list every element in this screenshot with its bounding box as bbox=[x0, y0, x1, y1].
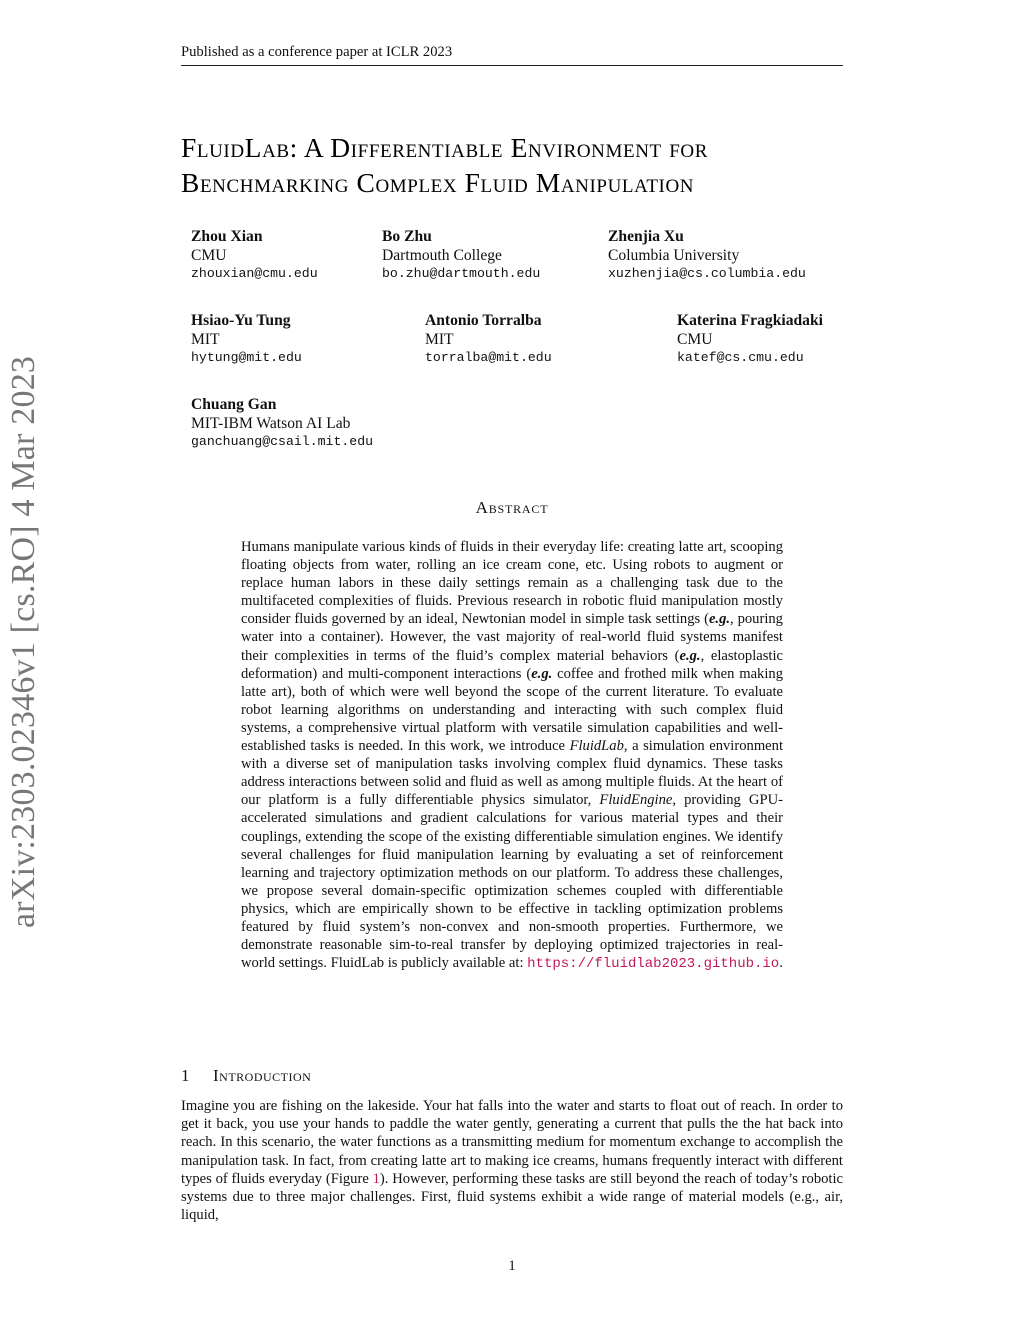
author-affiliation: MIT-IBM Watson AI Lab bbox=[191, 414, 351, 432]
abstract-text: . bbox=[779, 955, 783, 972]
author-affiliation: Columbia University bbox=[608, 246, 740, 264]
abstract-eg: e.g. bbox=[679, 647, 701, 664]
abstract-eg: e.g. bbox=[708, 611, 731, 628]
abstract-heading: Abstract bbox=[475, 498, 549, 517]
author-email[interactable]: katef@cs.cmu.edu bbox=[677, 350, 804, 365]
abstract-text: , providing GPU-accelerated simulations and gradient calculations for various material types and their couplings, extending the scope of the existing differentiable simulation engines. We identify several challenges for fluid manipulation learning by evaluating a set of reinforcement learning and trajectory optimization methods on our platform. To address these challenges, we propose several domain-specific optimization schemes coupled with differentiable physics, which are empirically shown to be effective in tackling optimization problems featured by fluid system’s non-convex and non-smooth properties. Furthermore, we demonstrate reasonable sim-to-real transfer by deploying optimized trajectories in real-world settings. FluidLab is publicly available at: bbox=[241, 792, 783, 972]
intro-body bbox=[181, 1097, 843, 1224]
author-name: Zhou Xian bbox=[191, 228, 263, 245]
figure-ref-link[interactable]: 1 bbox=[372, 1170, 380, 1187]
fluidlab-emph: FluidLab bbox=[569, 738, 624, 755]
abstract-text: , pouring water into a container). However, the vast majority of real-world fluid systems manifest their complexities in terms of the fluid’s complex material behaviors ( bbox=[241, 611, 783, 664]
author-block bbox=[191, 396, 373, 452]
abstract-text: coffee and frothed milk when making latte art), both of which were well beyond the scope of the current literature. To evaluate robot learning algorithms on understanding and interacting with such complex fluid systems, a comprehensive virtual platform with versatile simulation capabilities and well-established tasks is needed. In this work, we introduce bbox=[241, 665, 783, 755]
author-email[interactable]: hytung@mit.edu bbox=[191, 350, 302, 365]
abstract-text: , a simulation environment with a diverse set of manipulation tasks involving complex fluid dynamics. These tasks address interactions between solid and fluid as well as among multiple fluids. At the heart of our platform is a fully differentiable physics simulator, bbox=[241, 738, 783, 809]
section-number: 1 bbox=[181, 1066, 190, 1085]
author-block bbox=[425, 312, 552, 368]
abstract-text: Humans manipulate various kinds of fluids in their everyday life: creating latte art, scooping floating objects from water, rolling an ice cream cone, etc. Using robots to augment or replace human labors in these daily settings remain as a challenging task due to the multifaceted complexities of fluids. Previous research in robotic fluid manipulation mostly consider fluids governed by an ideal, Newtonian model in simple task settings ( bbox=[241, 539, 783, 628]
section-title: Introduction bbox=[213, 1066, 312, 1085]
intro-text: ). However, performing these tasks are still beyond the reach of today’s robotic systems due to three major challenges. First, fluid systems exhibit a wide range of material models (e.g., air, liquid, bbox=[181, 1170, 844, 1224]
intro-text: Imagine you are fishing on the lakeside. Your hat falls into the water and starts to float out of reach. In order to get it back, you use your hands to paddle the water gently, generating a current that pulls the the hat back into reach. In this scenario, the water functions as a transmitting medium for momentum exchange to accomplish the manipulation task. In fact, from creating latte art to making ice creams, humans frequently interact with different types of fluids everyday (Figure bbox=[181, 1098, 843, 1187]
author-block bbox=[382, 228, 540, 284]
author-email[interactable]: xuzhenjia@cs.columbia.edu bbox=[608, 266, 806, 281]
intro-heading bbox=[181, 1066, 311, 1086]
page-number: 1 bbox=[508, 1258, 516, 1274]
author-affiliation: CMU bbox=[191, 246, 227, 264]
title-line-1: FluidLab: A Differentiable Environment for bbox=[181, 132, 708, 163]
running-header: Published as a conference paper at ICLR 2023 bbox=[181, 44, 843, 66]
author-affiliation: MIT bbox=[425, 330, 454, 348]
project-link[interactable]: https://fluidlab2023.github.io bbox=[527, 956, 780, 973]
author-name: Antonio Torralba bbox=[425, 312, 542, 329]
author-block bbox=[677, 312, 823, 368]
title-line-2: Benchmarking Complex Fluid Manipulation bbox=[181, 167, 695, 198]
author-name: Katerina Fragkiadaki bbox=[677, 312, 823, 329]
author-block bbox=[191, 312, 302, 368]
author-name: Chuang Gan bbox=[191, 396, 277, 413]
arxiv-stamp: arXiv:2303.02346v1 [cs.RO] 4 Mar 2023 bbox=[5, 355, 42, 928]
author-block bbox=[608, 228, 806, 284]
author-email[interactable]: ganchuang@csail.mit.edu bbox=[191, 434, 374, 449]
author-name: Zhenjia Xu bbox=[608, 228, 684, 245]
author-affiliation: MIT bbox=[191, 330, 220, 348]
abstract-text: , elastoplastic deformation) and multi-component interactions ( bbox=[241, 647, 783, 682]
author-email[interactable]: bo.zhu@dartmouth.edu bbox=[382, 266, 541, 281]
author-affiliation: CMU bbox=[677, 330, 713, 348]
author-block bbox=[191, 228, 318, 284]
author-email[interactable]: zhouxian@cmu.edu bbox=[191, 266, 318, 281]
author-affiliation: Dartmouth College bbox=[382, 246, 502, 264]
author-email[interactable]: torralba@mit.edu bbox=[425, 350, 552, 365]
author-name: Bo Zhu bbox=[382, 228, 432, 245]
author-name: Hsiao-Yu Tung bbox=[191, 312, 291, 329]
paper-title bbox=[181, 130, 881, 200]
abstract-eg: e.g. bbox=[531, 665, 553, 682]
fluidengine-emph: FluidEngine bbox=[599, 792, 673, 809]
abstract-body bbox=[241, 538, 783, 973]
